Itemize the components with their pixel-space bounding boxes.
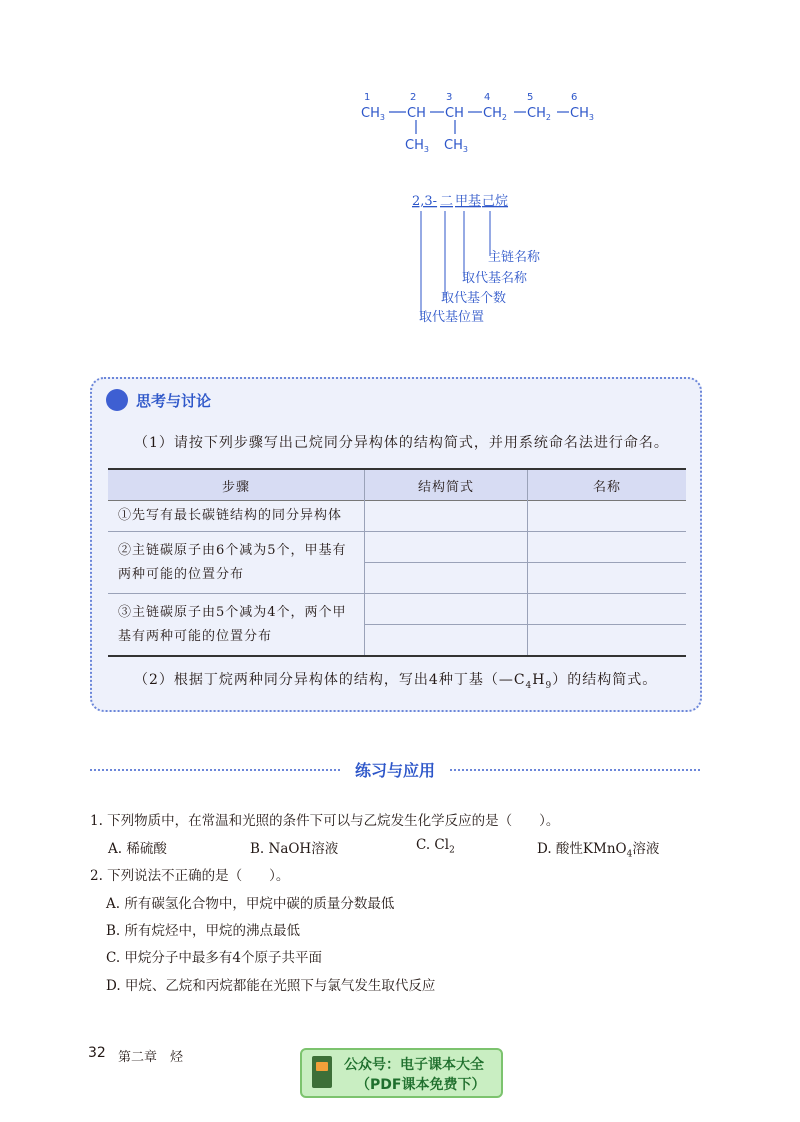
practice-title: 练习与应用 xyxy=(354,761,435,780)
footer-chapter: 第二章 xyxy=(118,1050,158,1065)
name-cell xyxy=(528,563,687,594)
exercise-2-option-a: A. 所有碳氢化合物中，甲烷中碳的质量分数最低 xyxy=(106,896,395,912)
structural-formula xyxy=(0,0,800,160)
name-position-part: 2,3- xyxy=(412,194,438,209)
book-icon xyxy=(312,1056,332,1088)
substituent-name-label: 取代基名称 xyxy=(462,271,528,286)
name-cell xyxy=(528,501,687,532)
discussion-bullet-icon xyxy=(106,389,128,411)
atom-ch: CH xyxy=(407,106,426,121)
exercise-2: 2. 下列说法不正确的是（ ）。 xyxy=(90,868,290,884)
q2-text-mid: H xyxy=(532,672,546,688)
substituent-count-label: 取代基个数 xyxy=(441,291,507,306)
q2-text-end: ）的结构简式。 xyxy=(552,672,658,688)
carbon-number: 4 xyxy=(484,92,491,103)
footer-section: 烃 xyxy=(170,1050,184,1065)
practice-divider xyxy=(90,758,700,782)
name-cell xyxy=(528,594,687,625)
exercise-1-option-b: B. NaOH溶液 xyxy=(250,841,339,857)
step-cell: ①先写有最长碳链结构的同分异构体 xyxy=(108,501,365,532)
atom-ch: CH xyxy=(445,106,464,121)
carbon-number: 3 xyxy=(446,92,453,103)
substituent-position-label: 取代基位置 xyxy=(419,310,485,325)
carbon-number: 5 xyxy=(527,92,534,103)
atom-ch3: $CH_3$ xyxy=(570,106,594,122)
carbon-number: 6 xyxy=(571,92,578,103)
main-chain-label: 主链名称 xyxy=(488,250,541,265)
exercise-1: 1. 下列物质中，在常温和光照的条件下可以与乙烷发生化学反应的是（ ）。 xyxy=(90,813,560,829)
exercise-2-option-d: D. 甲烷、乙烷和丙烷都能在光照下与氯气发生取代反应 xyxy=(106,978,436,994)
discussion-title: 思考与讨论 xyxy=(136,391,212,410)
table-row xyxy=(108,594,686,625)
discussion-question-1: （1）请按下列步骤写出己烷同分异构体的结构简式，并用系统命名法进行命名。 xyxy=(134,435,669,451)
step-cell: ②主链碳原子由6个减为5个，甲基有两种可能的位置分布 xyxy=(108,532,365,594)
q2-subscript: 4 xyxy=(525,680,533,691)
atom-ch2: $CH_2$ xyxy=(483,106,507,122)
table-row xyxy=(108,532,686,563)
exercise-1-option-a: A. 稀硫酸 xyxy=(108,841,167,857)
header-step: 步骤 xyxy=(108,469,365,501)
discussion-box xyxy=(90,377,702,712)
q2-subscript: 9 xyxy=(545,680,553,691)
name-substituent-part: 甲基 xyxy=(455,194,482,209)
atom-ch3: $CH_3$ xyxy=(361,106,385,122)
table-row xyxy=(108,501,686,532)
watermark-line-1: 公众号：电子课本大全 xyxy=(344,1057,484,1073)
exercise-1-option-c: C. $Cl_2$ xyxy=(416,837,455,856)
structure-cell xyxy=(365,594,528,625)
carbon-number: 2 xyxy=(410,92,417,103)
branch-ch3: $CH_3$ xyxy=(405,138,429,154)
exercise-1-option-d: D. 酸性KMnO$_4$溶液 xyxy=(537,841,660,860)
discussion-header xyxy=(106,387,211,413)
naming-diagram xyxy=(0,180,800,330)
name-count-part: 二 xyxy=(440,194,454,209)
q2-text-start: （2）根据丁烷两种同分异构体的结构，写出4种丁基（—C xyxy=(134,672,526,688)
watermark-badge xyxy=(300,1048,503,1098)
header-structure: 结构简式 xyxy=(365,469,528,501)
atom-ch2: $CH_2$ xyxy=(527,106,551,122)
name-chain-part: 己烷 xyxy=(482,194,509,209)
structure-cell xyxy=(365,625,528,657)
discussion-question-2 xyxy=(134,669,657,691)
table-header-row xyxy=(108,469,686,501)
page-number: 32 xyxy=(88,1045,106,1061)
exercise-2-option-b: B. 所有烷烃中，甲烷的沸点最低 xyxy=(106,923,301,939)
name-cell xyxy=(528,532,687,563)
structure-cell xyxy=(365,501,528,532)
name-cell xyxy=(528,625,687,657)
step-cell: ③主链碳原子由5个减为4个，两个甲基有两种可能的位置分布 xyxy=(108,594,365,657)
watermark-line-2: （PDF课本免费下） xyxy=(356,1077,486,1093)
branch-ch3: $CH_3$ xyxy=(444,138,468,154)
carbon-number: 1 xyxy=(364,92,371,103)
header-name: 名称 xyxy=(528,469,687,501)
structure-cell xyxy=(365,563,528,594)
isomer-table xyxy=(108,468,686,657)
structure-cell xyxy=(365,532,528,563)
exercise-2-option-c: C. 甲烷分子中最多有4个原子共平面 xyxy=(106,950,323,966)
